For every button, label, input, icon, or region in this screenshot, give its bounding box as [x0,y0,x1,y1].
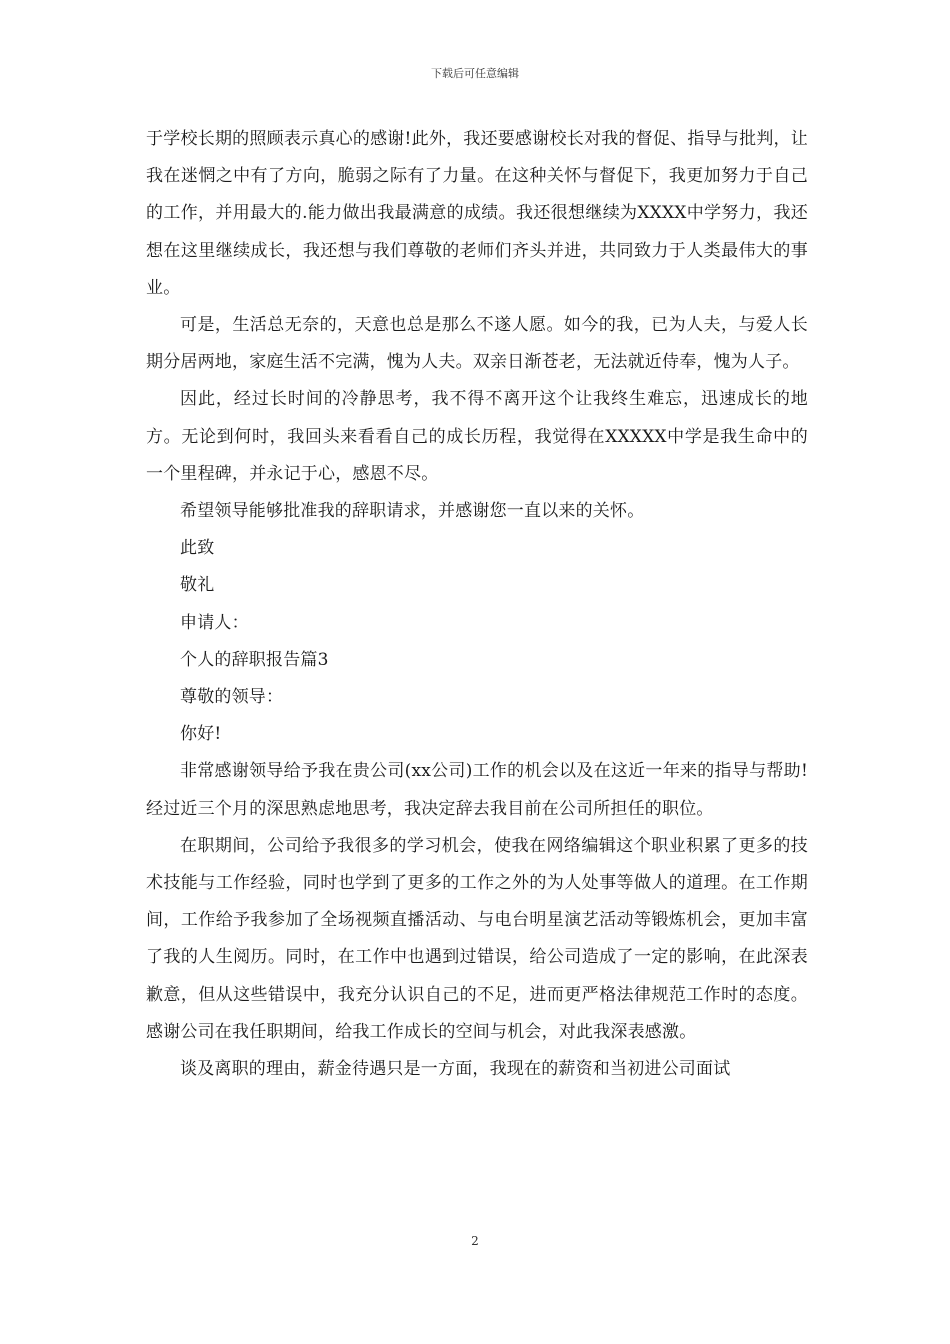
paragraph: 谈及离职的理由，薪金待遇只是一方面，我现在的薪资和当初进公司面试 [180,1059,731,1080]
paragraph: 非常感谢领导给予我在贵公司(xx公司)工作的机会以及在这近一年来的指导与帮助!经过近三个月的深思熟虑地思考，我决定辞去我目前在公司所担任的职位。 [146,761,808,819]
paragraph-continuation: 于学校长期的照顾表示真心的感谢!此外，我还要感谢校长对我的督促、指导与批判，让我在迷惘之中有了方向，脆弱之际有了力量。在这种关怀与督促下，我更加努力于自己的工作，并用最大的.能力做出我最满意的成绩。我还很想继续为XXXX中学努力，我还想在这里继续成长，我还想与我们尊敬的老师们齐头并进，共同致力于人类最伟大的事业。 [146,129,808,298]
page-header: 下载后可任意编辑 [431,67,519,80]
paragraph: 可是，生活总无奈的，天意也总是那么不遂人愿。如今的我，已为人夫，与爱人长期分居两地，家庭生活不完满，愧为人夫。双亲日渐苍老，无法就近侍奉，愧为人子。 [146,315,808,373]
closing-salutation: 此致 [180,538,215,559]
closing-regards: 敬礼 [180,575,215,596]
applicant-label: 申请人： [180,612,249,633]
paragraph: 在职期间，公司给予我很多的学习机会，使我在网络编辑这个职业积累了更多的技术技能与工作经验，同时也学到了更多的工作之外的为人处事等做人的道理。在工作期间，工作给予我参加了全场视频直播活动、与电台明星演艺活动等锻炼机会，更加丰富了我的人生阅历。同时，在工作中也遇到过错误，给公司造成了一定的影响，在此深表歉意，但从这些错误中，我充分认识自己的不足，进而更严格法律规范工作时的态度。感谢公司在我任职期间，给我工作成长的空间与机会，对此我深表感激。 [146,835,808,1042]
greeting-recipient: 尊敬的领导： [180,687,284,708]
section-title: 个人的辞职报告篇3 [180,649,329,670]
document-body [146,121,808,1088]
paragraph: 希望领导能够批准我的辞职请求，并感谢您一直以来的关怀。 [180,501,645,522]
paragraph: 因此，经过长时间的冷静思考，我不得不离开这个让我终生难忘，迅速成长的地方。无论到何时，我回头来看看自己的成长历程，我觉得在XXXXX中学是我生命中的一个里程碑，并永记于心，感恩不尽。 [146,389,808,484]
greeting: 你好! [180,724,222,745]
page-number: 2 [471,1234,479,1248]
